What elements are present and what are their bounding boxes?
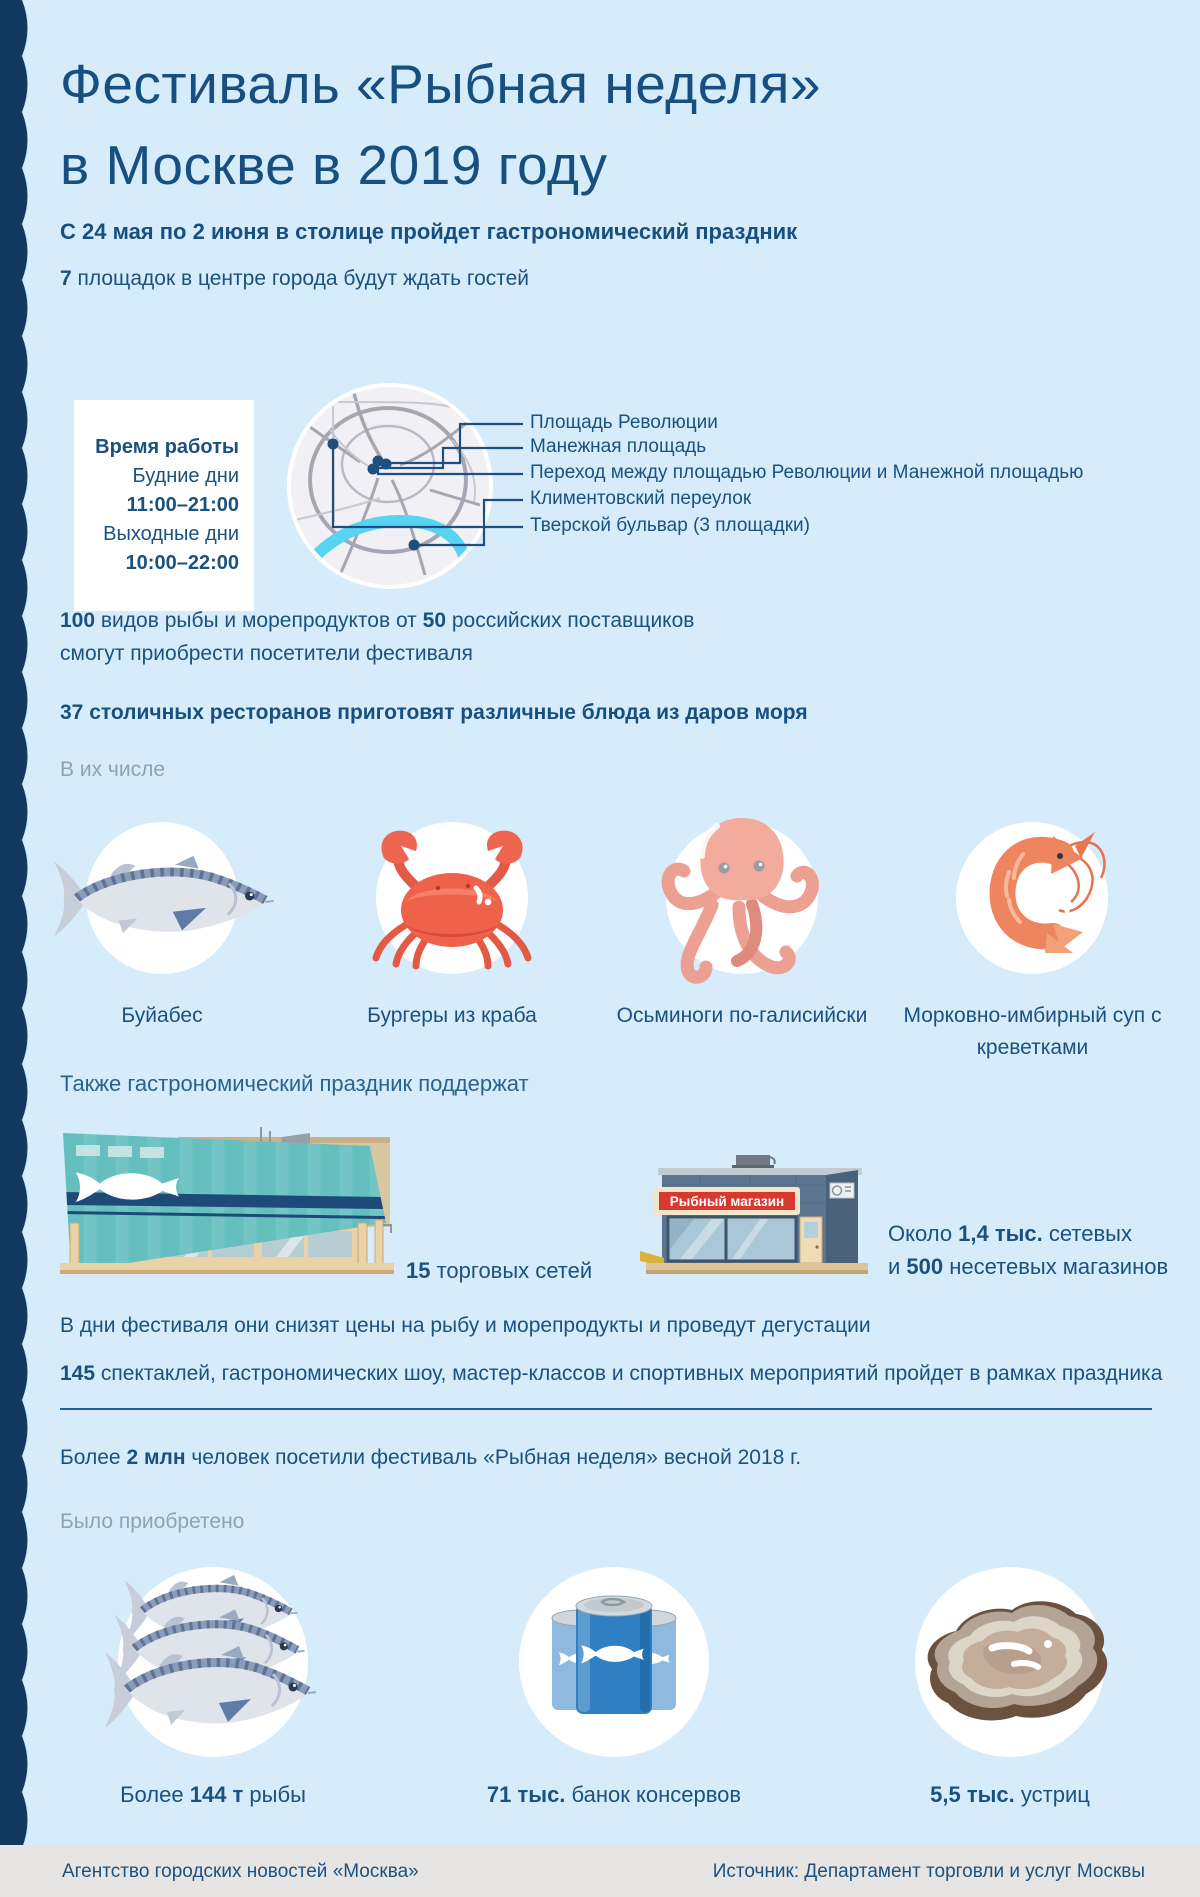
support-heading: Также гастрономический праздник поддержат — [60, 1071, 529, 1096]
oysters-count: 5,5 тыс. — [930, 1782, 1015, 1807]
footer — [0, 1845, 1200, 1897]
venues-line — [60, 267, 529, 291]
working-hours-box — [74, 400, 254, 611]
dish-label-crab-burgers: Бургеры из краба — [367, 1004, 537, 1027]
map-label-passage: Переход между площадью Революции и Манежной площадью — [530, 462, 1084, 483]
hours-title: Время работы — [95, 436, 239, 458]
fish-tonnage: 144 т — [189, 1782, 244, 1807]
events-stat: 145 спектаклей, гастрономических шоу, мастер-классов и спортивных мероприятий пройдет в рамках праздника — [60, 1362, 1163, 1385]
purchase-label-fish: Более 144 т рыбы — [120, 1782, 306, 1807]
venues-count: 7 — [60, 267, 72, 290]
supermarket-icon — [58, 1125, 398, 1315]
stat-fish-varieties: 100 видов рыбы и морепродуктов от 50 российских поставщиков смогут приобрести посетители фестиваля — [60, 609, 695, 665]
stores-stat: Около 1,4 тыс. сетевых и 500 несетевых магазинов — [888, 1221, 1169, 1279]
purchase-label-cans: 71 тыс. банок консервов — [486, 1782, 742, 1807]
dish-label-octopus: Осьминоги по-галисийски — [616, 1004, 868, 1027]
footer-agency: Агентство городских новостей «Москва» — [62, 1861, 419, 1882]
octopus-icon — [632, 788, 852, 1008]
subtitle: С 24 мая по 2 июня в столице пройдет гастрономический праздник — [60, 219, 798, 244]
events-count: 145 — [60, 1362, 96, 1385]
shop-sign-text: Рыбный магазин — [669, 1194, 785, 1209]
map-label-tverskoy: Тверской бульвар (3 площадки) — [530, 515, 810, 536]
stat-supplier-count: 50 — [422, 609, 446, 632]
purchased-label: Было приобретено — [60, 1510, 245, 1533]
dish-label-bouillabaisse: Буйабес — [121, 1004, 203, 1027]
map-label-manezhnaya: Манежная площадь — [530, 436, 707, 457]
section-divider — [60, 1408, 1152, 1410]
left-wave-border — [0, 0, 36, 1897]
chains-count: 15 — [406, 1258, 431, 1283]
footer-source: Источник: Департамент торговли и услуг Москвы — [712, 1861, 1145, 1882]
map-label-klimentovsky: Климентовский переулок — [530, 488, 752, 509]
stat-fish-count: 100 — [60, 609, 96, 632]
hours-weekend-time: 10:00–22:00 — [125, 552, 239, 574]
dish-label-shrimp-soup: Морковно-имбирный суп с креветками — [903, 1004, 1162, 1059]
including-label: В их числе — [60, 758, 166, 781]
page-title — [60, 44, 821, 206]
visitors-stat: Более 2 млн человек посетили фестиваль «Рыбная неделя» весной 2018 г. — [60, 1446, 802, 1469]
canned-fish-icon — [494, 1542, 734, 1792]
hours-weekdays-label: Будние дни — [132, 465, 239, 487]
chains-stat: 15 торговых сетей — [406, 1258, 593, 1283]
hours-weekdays-time: 11:00–21:00 — [126, 494, 239, 516]
fish-shop-icon — [640, 1155, 880, 1285]
fish-pile-icon — [63, 1542, 363, 1792]
crab-icon — [342, 788, 562, 1008]
oyster-icon — [890, 1542, 1130, 1792]
shrimp-icon — [922, 788, 1142, 1008]
stat-restaurants: 37 столичных ресторанов приготовят различные блюда из даров моря — [60, 701, 808, 724]
map-label-revolution-square: Площадь Революции — [530, 412, 718, 433]
nonchain-stores-count: 500 — [906, 1254, 944, 1279]
hours-weekend-label: Выходные дни — [103, 523, 239, 545]
page-title-line2: в Москве в 2019 году — [60, 134, 608, 196]
chain-stores-count: 1,4 тыс. — [958, 1221, 1043, 1246]
cans-count: 71 тыс. — [486, 1782, 566, 1807]
discount-text: В дни фестиваля они снизят цены на рыбу и морепродукты и проведут дегустации — [60, 1314, 871, 1337]
fish-icon — [32, 788, 292, 1008]
purchase-label-oysters: 5,5 тыс. устриц — [930, 1782, 1090, 1807]
visitors-count: 2 млн — [126, 1446, 186, 1469]
venues-text: площадок в центре города будут ждать гостей — [71, 267, 530, 290]
page-title-line1: Фестиваль «Рыбная неделя» — [60, 53, 821, 115]
